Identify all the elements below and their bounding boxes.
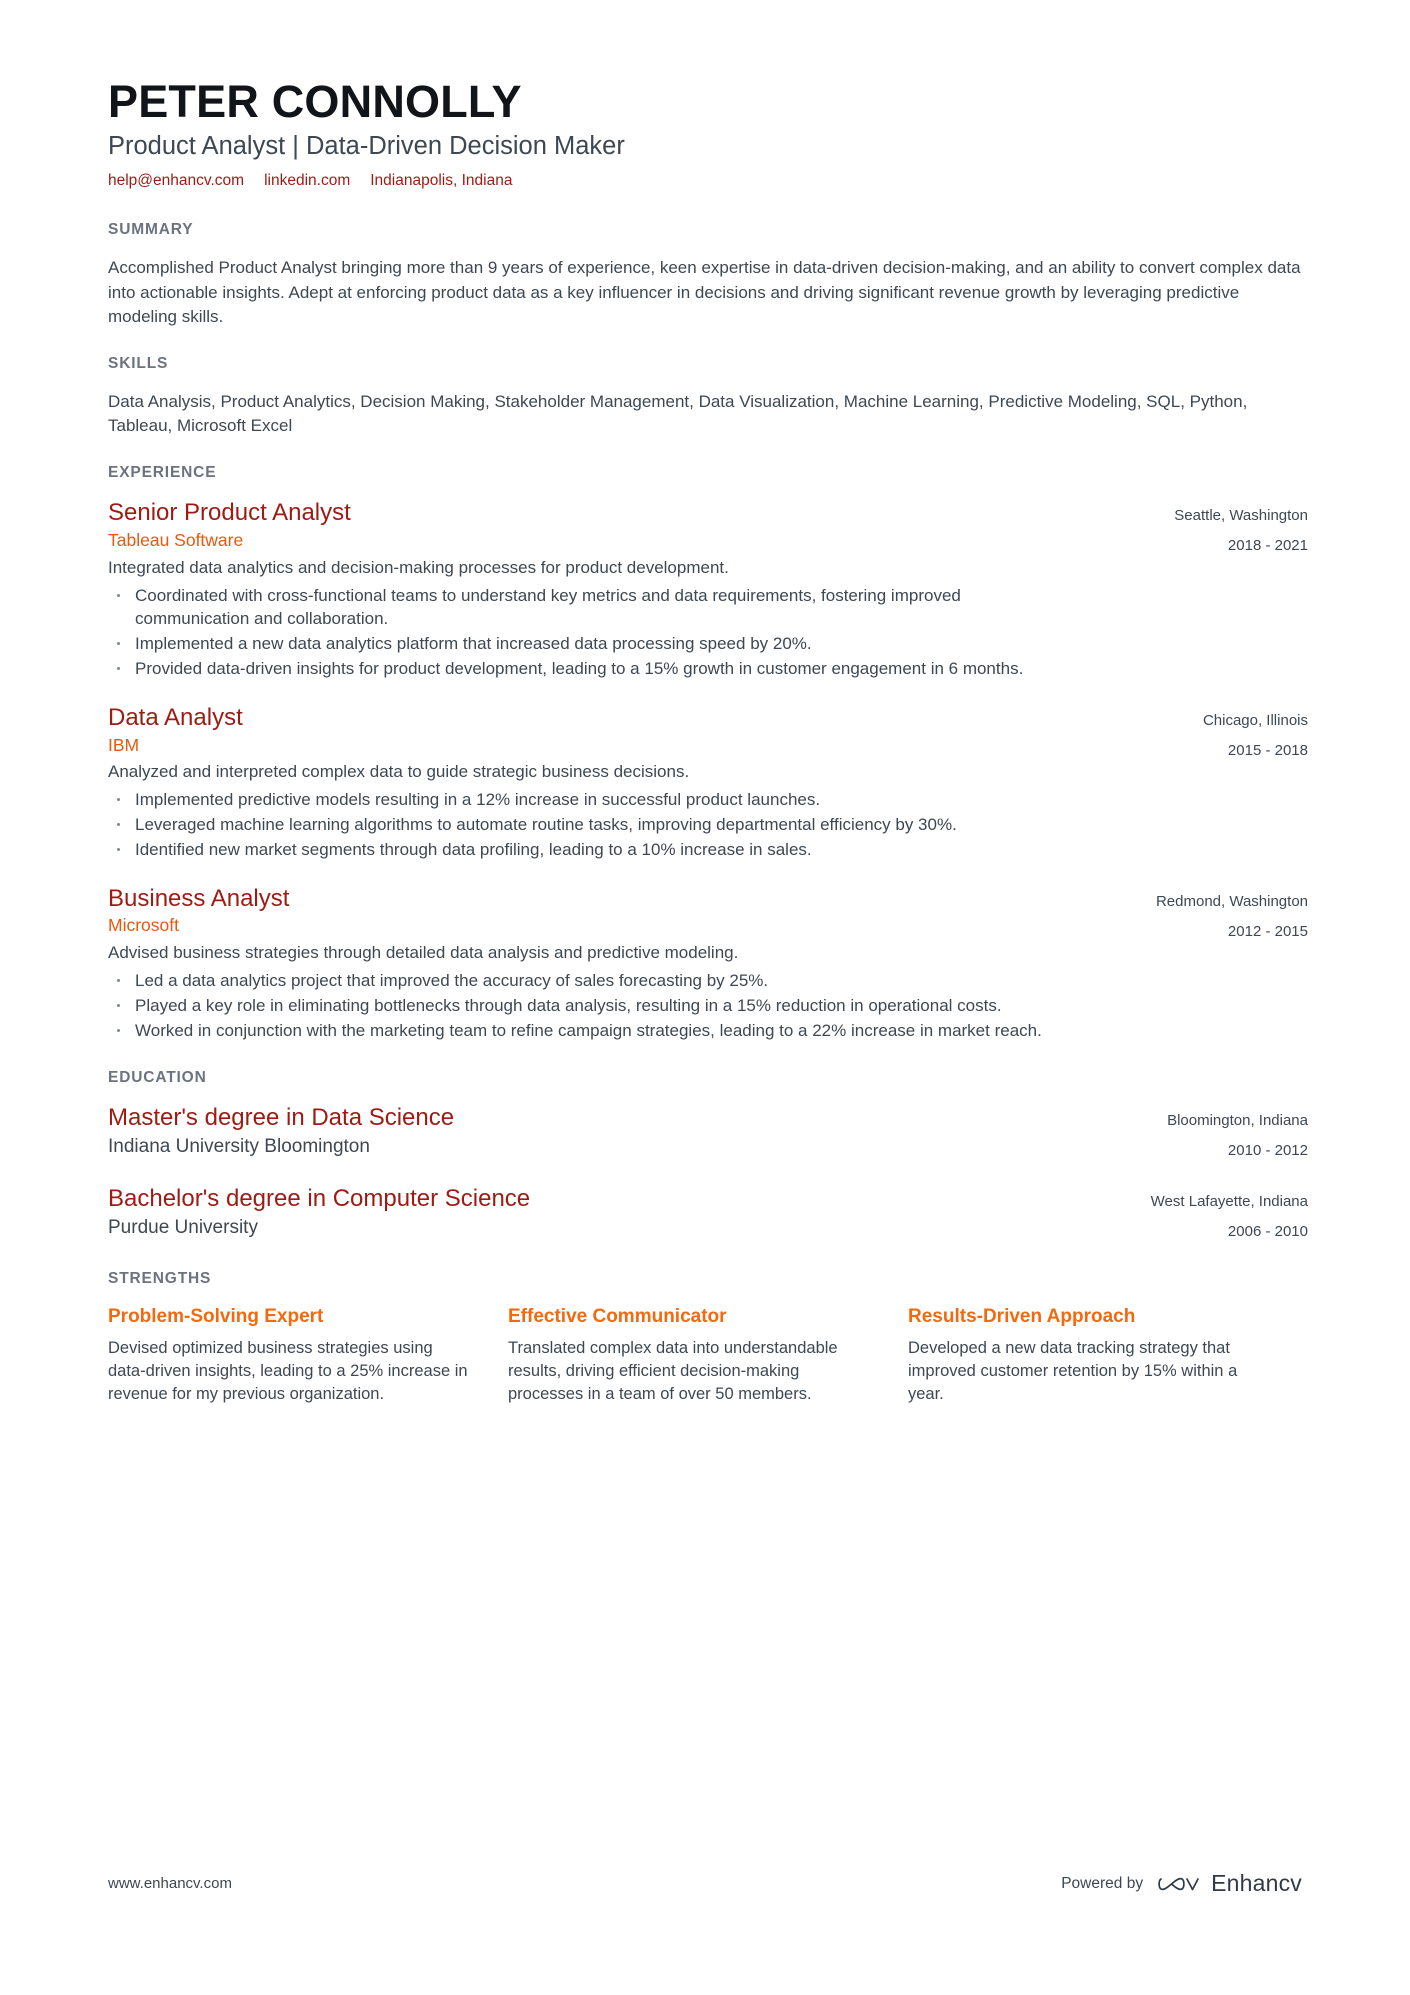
- experience-description: Integrated data analytics and decision-making processes for product development.: [108, 557, 729, 577]
- experience-bullet-list: [108, 788, 1074, 861]
- strengths-grid: [108, 1305, 1308, 1406]
- enhancv-mark-icon: [1157, 1872, 1201, 1896]
- resume-header: [108, 78, 1308, 191]
- section-education: [108, 1069, 1308, 1243]
- experience-entry-side: [1098, 499, 1308, 556]
- strength-text: Developed a new data tracking strategy that improved customer retention by 15% within a year.: [908, 1339, 1238, 1403]
- section-experience: [108, 464, 1308, 1043]
- experience-bullet: Provided data-driven insights for product development, leading to a 15% growth in customer engagement in 6 months.: [108, 657, 1074, 681]
- education-entry: [108, 1185, 1308, 1244]
- section-strengths: [108, 1270, 1308, 1406]
- experience-dates: 2015 - 2018: [1227, 741, 1308, 759]
- page-footer: [108, 1870, 1302, 1897]
- candidate-name: PETER CONNOLLY: [108, 76, 522, 127]
- strength-title: Results-Driven Approach: [908, 1305, 1136, 1327]
- education-entry-side: [1098, 1185, 1308, 1242]
- experience-entry-side: [1098, 885, 1308, 942]
- experience-role: Business Analyst: [108, 884, 290, 912]
- summary-text: Accomplished Product Analyst bringing more than 9 years of experience, keen expertise in data-driven decision-making, and an ability to convert complex data into actionable insights. Adept at enforcing product data as a key influencer in decisions and driving significant revenue growth by leveraging predictive modeling skills.: [108, 258, 1301, 326]
- experience-entry-main: [108, 499, 1098, 682]
- education-degree: Bachelor's degree in Computer Science: [108, 1185, 531, 1213]
- education-dates: 2006 - 2010: [1227, 1223, 1308, 1241]
- education-entry-main: [108, 1185, 1098, 1244]
- experience-bullet: Leveraged machine learning algorithms to automate routine tasks, improving departmental efficiency by 30%.: [108, 813, 1074, 837]
- education-degree: Master's degree in Data Science: [108, 1104, 455, 1132]
- experience-role: Data Analyst: [108, 703, 243, 731]
- education-school: Indiana University Bloomington: [108, 1136, 370, 1158]
- experience-company: IBM: [108, 734, 140, 755]
- education-school: Purdue University: [108, 1216, 258, 1238]
- experience-bullet: Identified new market segments through data profiling, leading to a 10% increase in sales.: [108, 838, 1074, 862]
- experience-role: Senior Product Analyst: [108, 499, 351, 527]
- education-entry: [108, 1104, 1308, 1163]
- section-title-skills: SKILLS: [108, 354, 169, 372]
- resume-content: [108, 78, 1308, 1432]
- experience-company: Microsoft: [108, 915, 179, 936]
- experience-bullet: Played a key role in eliminating bottlenecks through data analysis, resulting in a 15% reduction in operational costs.: [108, 994, 1074, 1018]
- education-entry-side: [1098, 1104, 1308, 1161]
- experience-bullet: Implemented predictive models resulting in a 12% increase in successful product launches.: [108, 788, 1074, 812]
- experience-entry-main: [108, 885, 1098, 1044]
- contact-location: Indianapolis, Indiana: [370, 172, 513, 190]
- education-location: West Lafayette, Indiana: [1150, 1193, 1308, 1211]
- strength-text: Translated complex data into understandable results, driving efficient decision-making processes in a team of over 50 members.: [508, 1339, 838, 1403]
- strength-item: [908, 1305, 1308, 1406]
- footer-url[interactable]: www.enhancv.com: [108, 1875, 232, 1892]
- section-title-experience: EXPERIENCE: [108, 464, 217, 482]
- section-skills: [108, 355, 1308, 438]
- experience-dates: 2012 - 2015: [1227, 922, 1308, 940]
- enhancv-logo: [1157, 1870, 1302, 1897]
- experience-bullet: Implemented a new data analytics platform that increased data processing speed by 20%.: [108, 632, 1074, 656]
- candidate-headline: Product Analyst | Data-Driven Decision Maker: [108, 132, 625, 161]
- strength-text: Devised optimized business strategies using data-driven insights, leading to a 25% increase in revenue for my previous organization.: [108, 1339, 468, 1403]
- experience-dates: 2018 - 2021: [1227, 537, 1308, 555]
- page-top-edge: [0, 0, 1410, 5]
- education-location: Bloomington, Indiana: [1167, 1112, 1308, 1130]
- experience-bullet-list: [108, 969, 1074, 1042]
- section-title-education: EDUCATION: [108, 1069, 207, 1087]
- experience-entry-side: [1098, 704, 1308, 761]
- experience-company: Tableau Software: [108, 529, 244, 550]
- experience-entry: [108, 704, 1308, 863]
- education-dates: 2010 - 2012: [1227, 1142, 1308, 1160]
- enhancv-wordmark: Enhancv: [1211, 1870, 1302, 1896]
- experience-description: Analyzed and interpreted complex data to guide strategic business decisions.: [108, 762, 690, 782]
- experience-location: Chicago, Illinois: [1202, 711, 1308, 729]
- experience-description: Advised business strategies through detailed data analysis and predictive modeling.: [108, 943, 739, 963]
- experience-location: Seattle, Washington: [1174, 507, 1308, 525]
- strength-item: [508, 1305, 908, 1406]
- experience-entry: [108, 499, 1308, 682]
- experience-location: Redmond, Washington: [1155, 892, 1308, 910]
- contact-linkedin[interactable]: linkedin.com: [264, 172, 351, 190]
- strength-item: [108, 1305, 508, 1406]
- section-title-summary: SUMMARY: [108, 221, 194, 239]
- strength-title: Problem-Solving Expert: [108, 1305, 324, 1327]
- experience-bullet: Worked in conjunction with the marketing team to refine campaign strategies, leading to a 22% increase in market reach.: [108, 1019, 1074, 1043]
- skills-text: Data Analysis, Product Analytics, Decision Making, Stakeholder Management, Data Visualization, Machine Learning, Predictive Modeling, SQL, Python, Tableau, Microsoft Excel: [108, 391, 1248, 435]
- contact-row: [108, 171, 1308, 191]
- experience-entry-main: [108, 704, 1098, 863]
- experience-bullet-list: [108, 584, 1074, 681]
- experience-bullet: Coordinated with cross-functional teams to understand key metrics and data requirements, fostering improved communication and collaboration.: [108, 584, 1074, 632]
- education-entry-main: [108, 1104, 1098, 1163]
- powered-by-label: Powered by: [1061, 1874, 1144, 1892]
- footer-branding: [1061, 1870, 1302, 1897]
- section-title-strengths: STRENGTHS: [108, 1269, 212, 1287]
- contact-email[interactable]: help@enhancv.com: [108, 172, 245, 190]
- experience-entry: [108, 885, 1308, 1044]
- experience-bullet: Led a data analytics project that improved the accuracy of sales forecasting by 25%.: [108, 969, 1074, 993]
- strength-title: Effective Communicator: [508, 1305, 727, 1327]
- section-summary: [108, 221, 1308, 328]
